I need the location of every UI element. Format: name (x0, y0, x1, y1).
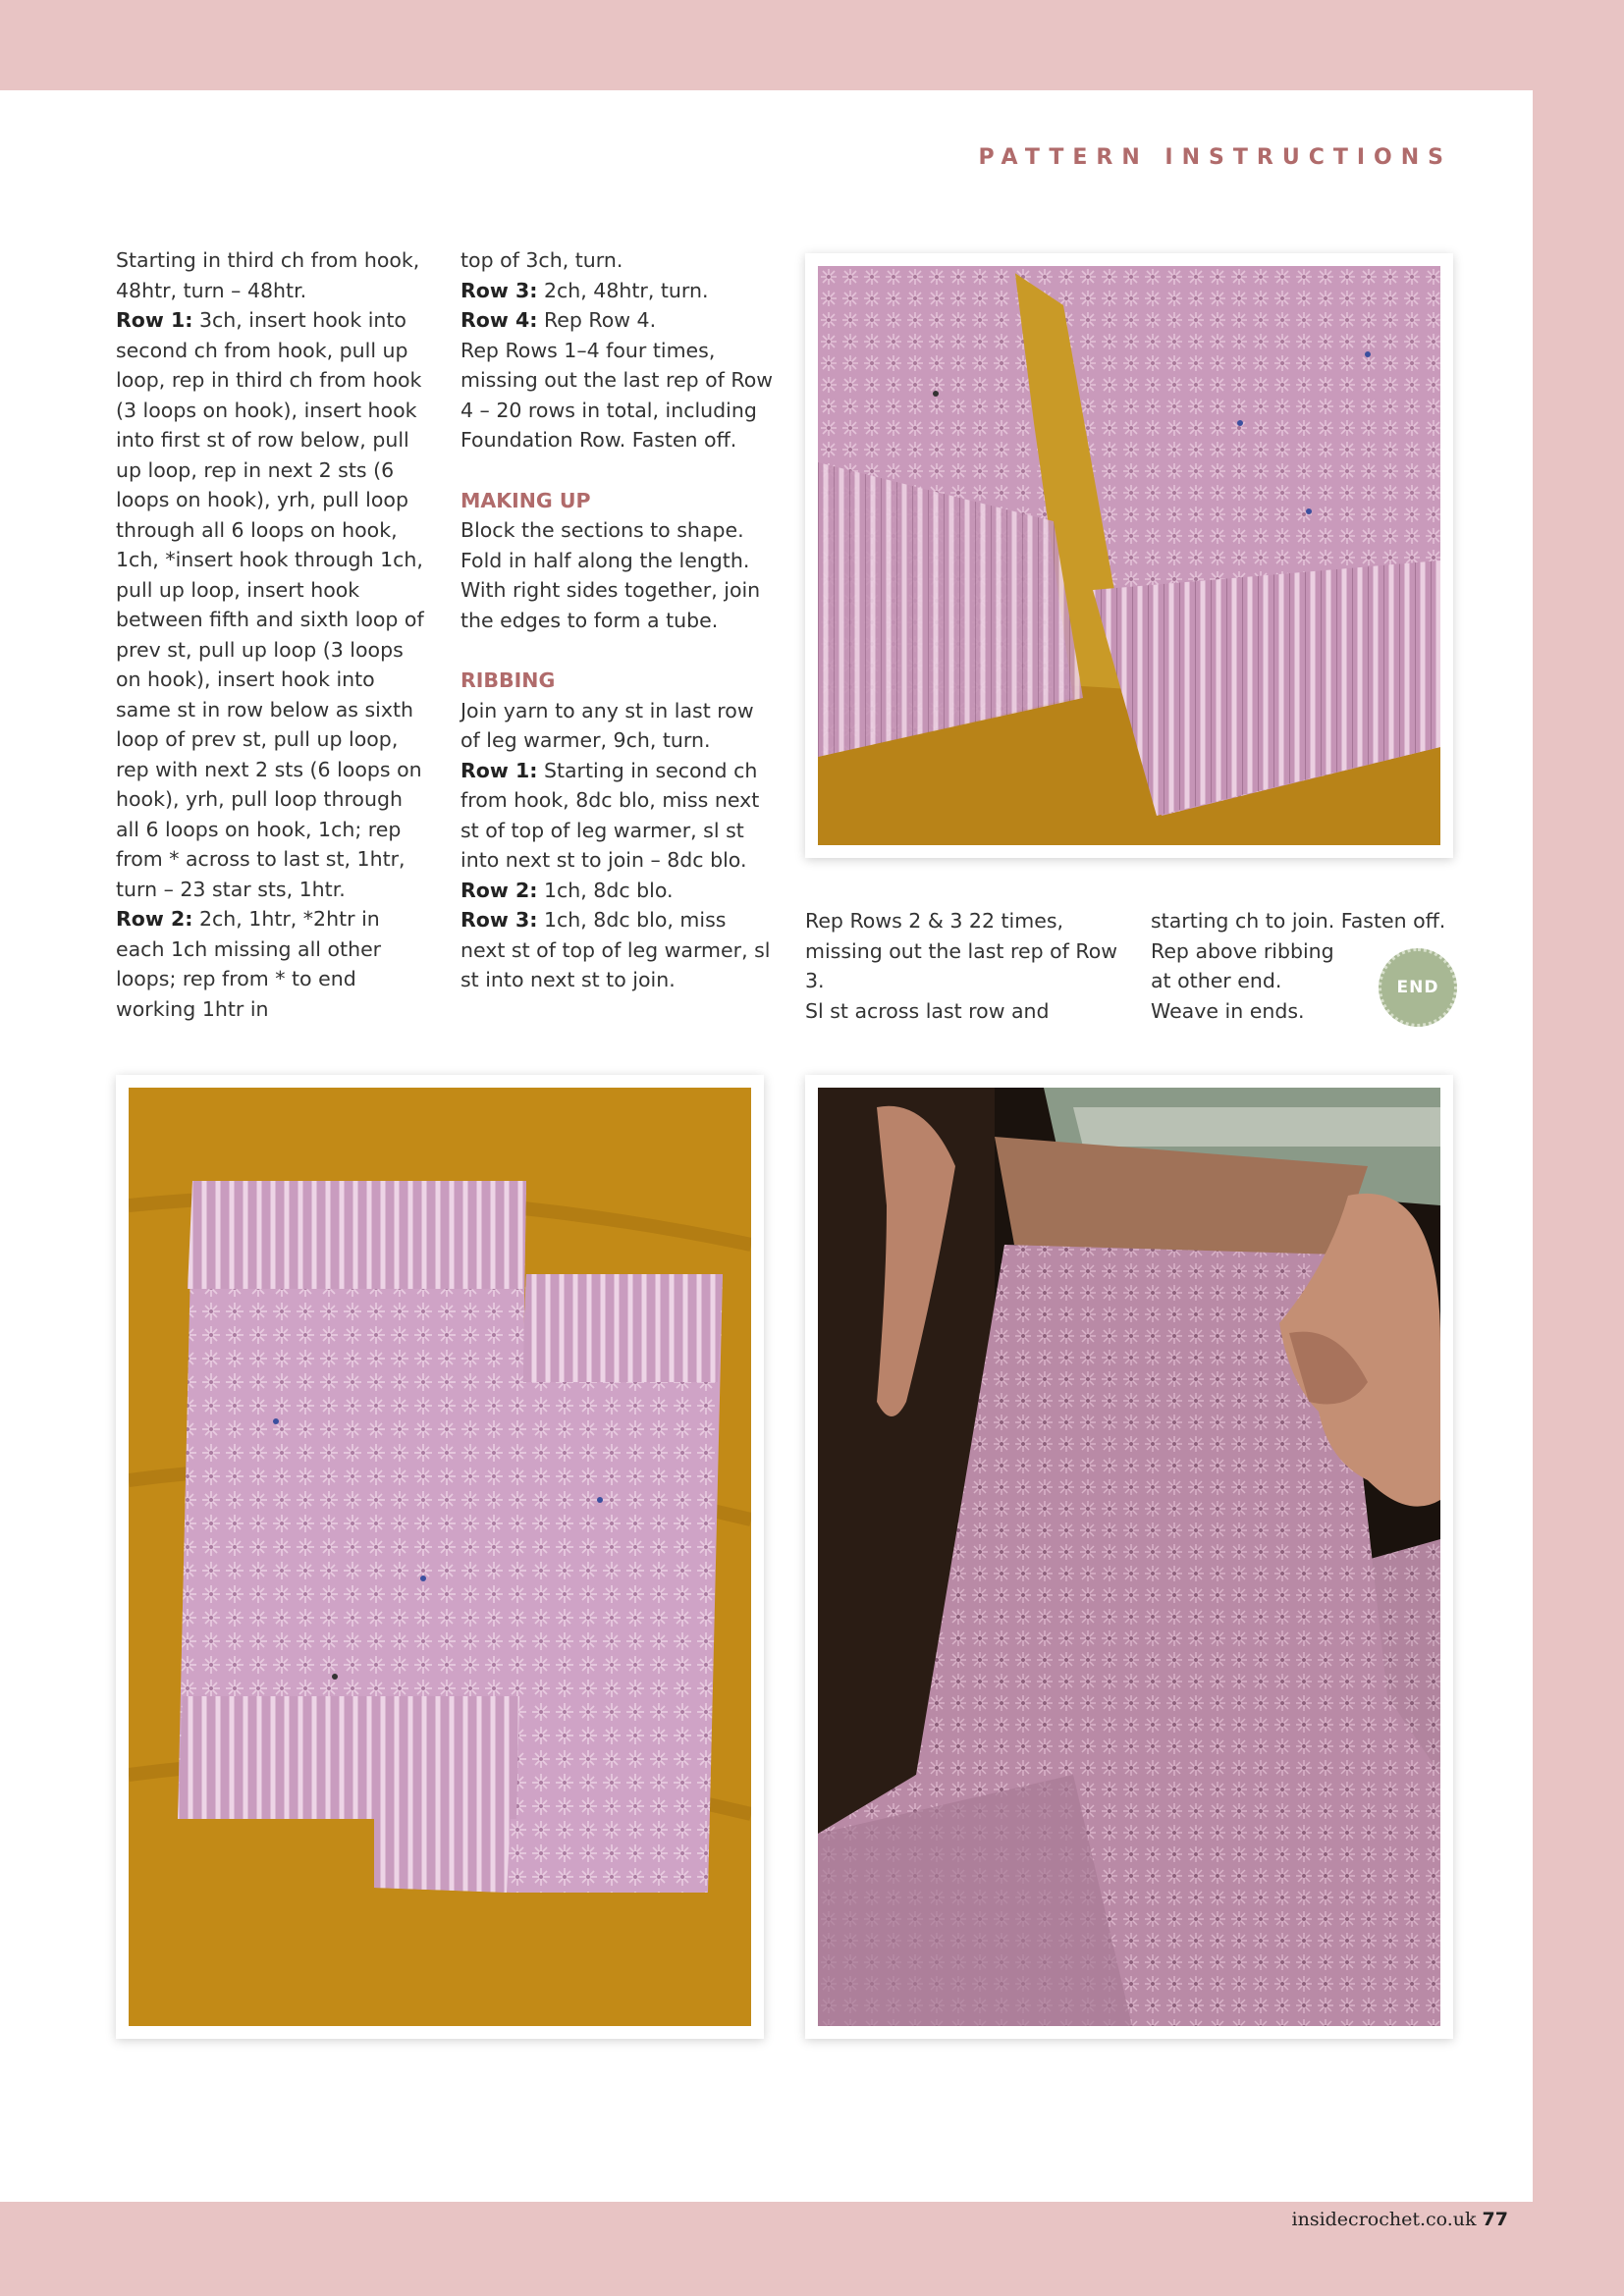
row-text: 3ch, insert hook into second ch from hook, pull up loop, rep in third ch from hook (3 loops on hook), insert hook into first st of row below, pull up loop, rep in next 2 sts (6 loops on hook), yrh, pull loop through all 6 loops on hook, 1ch, *insert hook through 1ch, pull up loop, insert hook between fifth and sixth loop of prev st, pull up loop (3 loops on hook), insert hook into same st in row below as sixth loop of prev st, pull up loop, rep with next 2 sts (6 loops on hook), yrh, pull loop through all 6 loops on hook, 1ch; rep from * across to last st, 1htr, turn – 23 star sts, 1htr. (116, 308, 424, 901)
row-label: Row 3: (460, 278, 538, 302)
row-label: Row 1: (460, 758, 538, 782)
text-column-1 (116, 245, 430, 1024)
footer (1292, 2209, 1509, 2230)
row-text: Rep Row 4. (537, 308, 657, 332)
pattern-row-1 (116, 305, 430, 904)
pattern-row-2 (116, 904, 430, 1024)
pattern-row-3 (460, 276, 775, 306)
paragraph: Rep above ribbing at other end. (1151, 938, 1334, 992)
text-column-2 (460, 245, 775, 995)
ribbing-row-2 (460, 876, 775, 906)
row-text: 2ch, 48htr, turn. (537, 278, 709, 302)
row-label: Row 1: (116, 308, 193, 332)
row-label: Row 2: (460, 878, 538, 902)
row-text: 1ch, 8dc blo, miss next st of top of leg warmer, sl st into next st to join. (460, 908, 771, 991)
paragraph: starting ch to join. Fasten off. (1151, 909, 1446, 933)
pattern-row-4 (460, 305, 775, 336)
row-text: 2ch, 1htr, *2htr in each 1ch missing all other loops; rep from * to end working 1htr in (116, 907, 382, 1021)
paragraph: Rep Rows 1–4 four times, missing out the last rep of Row 4 – 20 rows in total, including Foundation Row. Fasten off. (460, 338, 774, 452)
paragraph: Starting in third ch from hook, 48htr, turn – 48htr. (116, 248, 420, 302)
footer-site: insidecrochet.co.uk (1291, 2209, 1477, 2230)
making-up-heading: MAKING UP (460, 488, 591, 512)
end-badge: END (1379, 948, 1457, 1027)
row-text: Starting in second ch from hook, 8dc blo, miss next st of top of leg warmer, sl st into next st to join – 8dc blo. (460, 758, 760, 872)
row-label: Row 2: (116, 907, 193, 931)
photo-flatlay-frame (116, 1075, 764, 2039)
text-column-3 (805, 906, 1119, 1026)
paragraph: Join yarn to any st in last row of leg warmer, 9ch, turn. (460, 698, 754, 752)
section-header: PATTERN INSTRUCTIONS (978, 145, 1452, 170)
row-label: Row 4: (460, 308, 538, 332)
paragraph: Sl st across last row and (805, 998, 1050, 1023)
paragraph: Rep Rows 2 & 3 22 times, missing out the last rep of Row 3. (805, 909, 1118, 992)
paragraph: Block the sections to shape. Fold in half along the length. With right sides together, join the edges to form a tube. (460, 518, 761, 632)
paragraph: Weave in ends. (1151, 998, 1305, 1023)
page-number: 77 (1482, 2209, 1508, 2230)
ribbing-row-3 (460, 905, 775, 995)
photo-worn-frame (805, 1075, 1453, 2039)
photo-worn (818, 1088, 1440, 2026)
photo-closeup-frame (805, 253, 1453, 858)
photo-closeup (818, 266, 1440, 845)
row-text: 1ch, 8dc blo. (537, 878, 674, 902)
ribbing-heading: RIBBING (460, 668, 556, 692)
row-label: Row 3: (460, 908, 538, 932)
photo-flatlay (129, 1088, 751, 2026)
paragraph: top of 3ch, turn. (460, 248, 623, 272)
ribbing-row-1 (460, 756, 775, 876)
